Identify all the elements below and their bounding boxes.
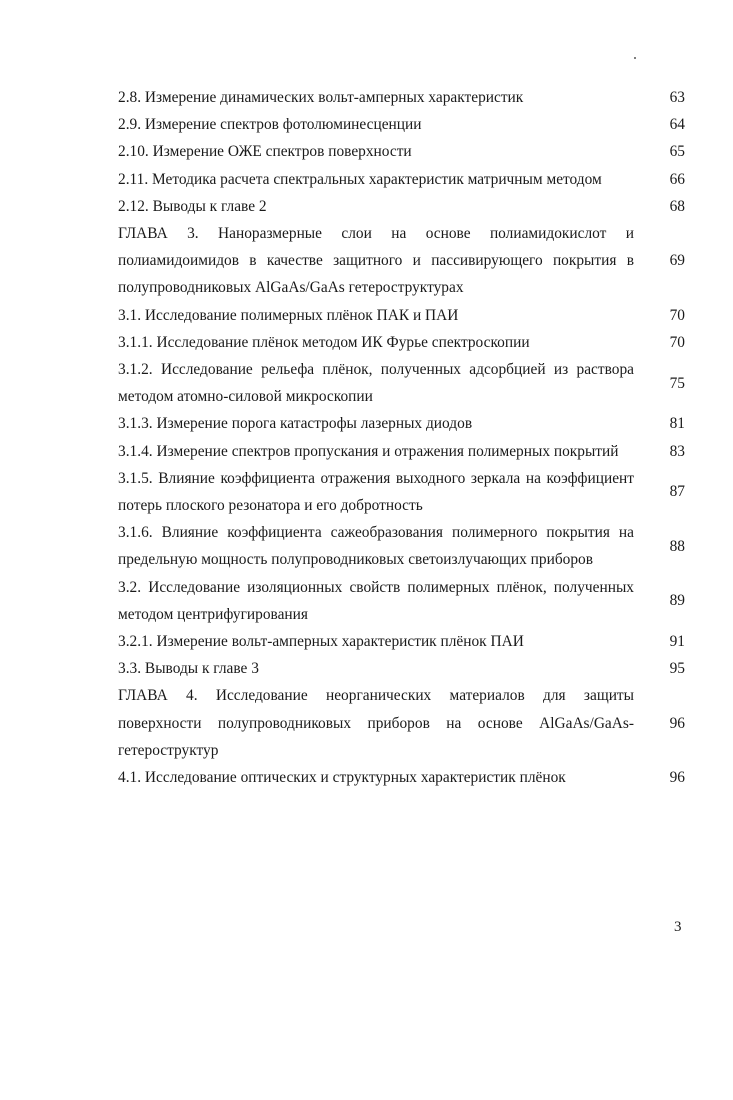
toc-entry-page: 66 — [669, 170, 685, 188]
toc-entry-page: 95 — [669, 660, 685, 678]
toc-entry-title: 3.1.6. Влияние коэффициента сажеобразования полимерного покрытия на предельную мощность полупроводниковых светоизлучающих приборов — [118, 524, 634, 569]
toc-entry-page: 63 — [669, 89, 685, 106]
toc-entry-title: ГЛАВА 3. Наноразмерные слои на основе полиамидокислот и полиамидоимидов в качестве защитного и пассивирующего покрытия в полупроводниковых AlGaAs/GaAs гетероструктурах — [118, 225, 634, 297]
toc-entry-page: 96 — [669, 769, 685, 787]
table-of-contents — [118, 84, 685, 791]
toc-entry-page: 70 — [669, 333, 685, 351]
toc-entry-page: 87 — [669, 483, 685, 501]
toc-entry — [118, 682, 685, 764]
toc-entry-title: 3.1.3. Измерение порога катастрофы лазерных диодов — [118, 415, 473, 433]
toc-entry — [118, 84, 685, 111]
toc-entry-title: 2.11. Методика расчета спектральных характеристик матричным методом — [118, 170, 602, 188]
toc-entry — [118, 764, 685, 791]
toc-entry — [118, 166, 685, 193]
toc-entry — [118, 519, 685, 573]
toc-entry-title: 4.1. Исследование оптических и структурных характеристик плёнок — [118, 769, 566, 787]
toc-entry-page: 96 — [669, 714, 685, 732]
toc-entry-page: 83 — [669, 442, 685, 460]
toc-entry — [118, 574, 685, 628]
page-number: 3 — [674, 919, 682, 935]
toc-entry — [118, 329, 685, 356]
toc-entry — [118, 438, 685, 465]
toc-entry-page: 70 — [669, 306, 685, 324]
toc-entry-title: 3.1.1. Исследование плёнок методом ИК Фурье спектроскопии — [118, 333, 530, 351]
toc-entry-page: 68 — [669, 197, 685, 215]
toc-entry-title: 2.8. Измерение динамических вольт-амперных характеристик — [118, 89, 524, 106]
toc-entry-title: 3.3. Выводы к главе 3 — [118, 660, 259, 678]
toc-entry — [118, 111, 685, 138]
toc-entry — [118, 220, 685, 302]
toc-entry-title: 3.2. Исследование изоляционных свойств полимерных плёнок, полученных методом центрифугирования — [118, 578, 634, 623]
toc-entry-page: 64 — [669, 116, 685, 134]
toc-entry-page: 81 — [669, 415, 685, 433]
toc-entry-title: 2.10. Измерение ОЖЕ спектров поверхности — [118, 143, 412, 161]
toc-entry-title: 2.9. Измерение спектров фотолюминесценции — [118, 116, 422, 134]
toc-entry — [118, 628, 685, 655]
toc-entry — [118, 302, 685, 329]
toc-entry — [118, 465, 685, 519]
toc-entry-title: 3.1.5. Влияние коэффициента отражения выходного зеркала на коэффициент потерь плоского резонатора и его добротность — [118, 469, 634, 515]
toc-entry — [118, 356, 685, 410]
toc-entry-page: 69 — [669, 252, 685, 270]
scan-speck — [634, 57, 636, 59]
toc-entry-page: 91 — [669, 633, 685, 651]
toc-entry-title: 3.1. Исследование полимерных плёнок ПАК и ПАИ — [118, 306, 459, 324]
toc-entry-page: 75 — [669, 374, 685, 392]
toc-entry-title: 3.2.1. Измерение вольт-амперных характеристик плёнок ПАИ — [118, 633, 524, 651]
toc-entry-title: 3.1.2. Исследование рельефа плёнок, полученных адсорбцией из раствора методом атомно-силовой микроскопии — [118, 361, 634, 406]
toc-entry-title: 3.1.4. Измерение спектров пропускания и отражения полимерных покрытий — [118, 442, 619, 460]
toc-entry-page: 88 — [669, 537, 685, 555]
toc-entry-page: 89 — [669, 592, 685, 610]
toc-entry — [118, 138, 685, 165]
toc-entry — [118, 410, 685, 437]
toc-entry-title: ГЛАВА 4. Исследование неорганических материалов для защиты поверхности полупроводниковых приборов на основе AlGaAs/GaAs-гетероструктур — [118, 687, 634, 759]
toc-entry — [118, 193, 685, 220]
toc-entry-page: 65 — [669, 143, 685, 161]
toc-entry — [118, 655, 685, 682]
toc-entry-title: 2.12. Выводы к главе 2 — [118, 197, 267, 215]
